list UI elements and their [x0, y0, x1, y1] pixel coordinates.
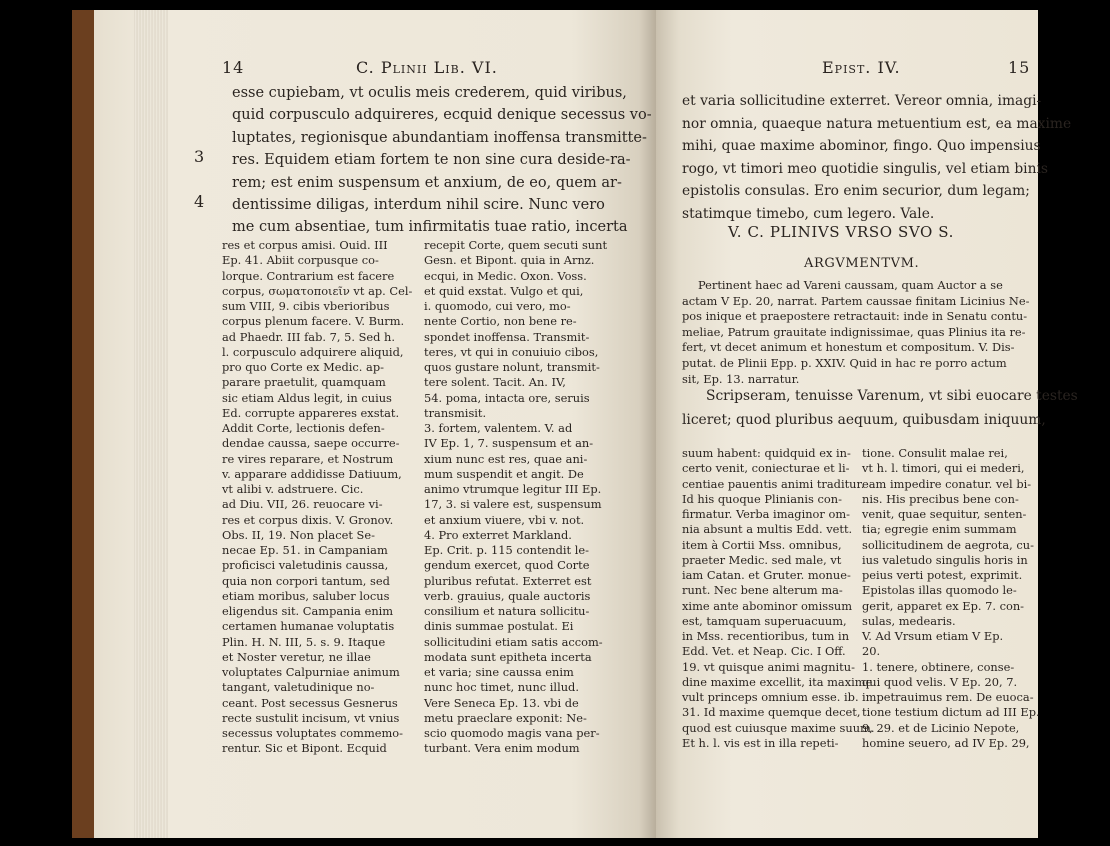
note-line: quia non corpori tantum, sed [222, 573, 390, 588]
note-line: et Noster veretur, ne illae [222, 649, 371, 664]
note-line: et varia; sine caussa enim [424, 665, 574, 679]
text-line: rem; est enim suspensum et anxium, de eo, quem ar- [232, 174, 622, 191]
note-line: et anxium viuere, vbi v. not. [424, 512, 585, 527]
argument-line: meliae, Patrum grauitate indignissimae, quas Plinius ita re- [682, 324, 1026, 339]
note-line: lorque. Contrarium est facere [222, 268, 395, 283]
note-line: dinis summae postulat. Ei [424, 619, 574, 634]
note-line: sollicitudini etiam satis accom- [424, 634, 603, 649]
note-line: item à Cortii Mss. omnibus, [682, 537, 842, 552]
left-page-number: 14 [222, 58, 245, 77]
note-line: turbant. Vera enim modum [424, 741, 580, 756]
argument-line: pos inique et praepostere retractauit: inde in Senatu contu- [682, 309, 1028, 324]
note-line: necae Ep. 51. in Campaniam [222, 543, 388, 557]
note-line: recepit Corte, quem secuti sunt [424, 238, 608, 252]
text-line: epistolis consulas. Ero enim securior, dum legam; [682, 183, 1030, 200]
note-line: verb. grauius, quale auctoris [424, 588, 591, 603]
note-line: ceant. Post secessus Gesnerus [222, 695, 398, 710]
text-line: esse cupiebam, vt oculis meis crederem, quid viribus, [232, 85, 627, 101]
left-page [94, 10, 656, 838]
note-line: certo venit, coniecturae et li- [682, 461, 850, 476]
note-line: runt. Nec bene alterum ma- [682, 583, 843, 598]
note-line: pro quo Corte ex Medic. ap- [222, 360, 384, 374]
right-running-head: Epist. IV. [822, 58, 901, 77]
note-line: Edd. Vet. et Neap. Cic. I Off. [682, 644, 846, 659]
open-book [72, 10, 1078, 838]
left-notes-column-2 [424, 238, 614, 757]
note-line: Gesn. et Bipont. quia in Arnz. [424, 253, 595, 268]
argument-line: fert, vt decet animum et honestum et compositum. V. Dis- [682, 340, 1015, 355]
note-line: Id his quoque Plinianis con- [682, 491, 842, 506]
note-line: rentur. Sic et Bipont. Ecquid [222, 741, 387, 756]
note-line: nia absunt a multis Edd. vett. [682, 522, 853, 537]
note-line: xime ante abominor omissum [682, 598, 853, 613]
note-line: scio quomodo magis vana per- [424, 726, 600, 740]
note-line: etiam moribus, saluber locus [222, 588, 390, 603]
note-line: homine seuero, ad IV Ep. 29, [862, 735, 1030, 750]
note-line: 54. poma, intacta ore, seruis [424, 390, 590, 405]
note-line: ad Diu. VII, 26. reuocare vi- [222, 497, 383, 512]
margin-number: 3 [194, 147, 205, 166]
note-line: v. apparare addidisse Datiuum, [222, 466, 402, 481]
note-line: mum suspendit et angit. De [424, 466, 584, 481]
note-line: impetrauimus rem. De euoca- [862, 690, 1034, 704]
argument-line: actam V Ep. 20, narrat. Partem caussae finitam Licinius Ne- [682, 293, 1030, 308]
right-notes-column-2 [862, 446, 1040, 751]
argument-line: sit, Ep. 13. narratur. [682, 371, 800, 386]
note-line: Addit Corte, lectionis defen- [222, 421, 385, 435]
argument-text [682, 278, 1029, 387]
note-line: transmisit. [424, 405, 487, 420]
note-line: metu praeclare exponit: Ne- [424, 710, 587, 725]
note-line: 31. Id maxime quemque decet, [682, 705, 861, 720]
note-line: certamen humanae voluptatis [222, 619, 395, 634]
note-line: et quid exstat. Vulgo et qui, [424, 283, 584, 298]
note-line: teres, vt qui in conuiuio cibos, [424, 344, 599, 359]
note-line: 4. Pro exterret Markland. [424, 527, 572, 542]
argument-line: putat. de Plinii Epp. p. XXIV. Quid in hac re porro actum [682, 355, 1007, 370]
text-line: Scripseram, tenuisse Varenum, vt sibi euocare testes [706, 388, 1078, 404]
note-line: ius valetudo singulis horis in [862, 552, 1028, 567]
note-line: praeter Medic. sed male, vt [682, 552, 842, 567]
text-line: rogo, vt timori meo quotidie singulis, vel etiam binis [682, 160, 1048, 177]
note-line: Ed. corrupte appareres exstat. [222, 405, 400, 420]
right-main-text [682, 90, 1071, 226]
note-line: 9, 29. et de Licinio Nepote, [862, 720, 1020, 735]
note-line: sollicitudinem de aegrota, cu- [862, 537, 1034, 552]
right-page-number: 15 [1008, 58, 1031, 77]
note-line: vult princeps omnium esse. ib. [682, 690, 859, 704]
note-line: firmatur. Verba imaginor om- [682, 507, 850, 521]
note-line: i. quomodo, cui vero, mo- [424, 299, 571, 313]
note-line: vt alibi v. adstruere. Cic. [222, 482, 364, 496]
text-line: mihi, quae maxime abominor, fingo. Quo impensius [682, 138, 1041, 155]
text-line: quid corpusculo adquireres, ecquid denique secessus vo- [232, 107, 652, 124]
note-line: gerit, apparet ex Ep. 7. con- [862, 598, 1025, 613]
note-line: ecqui, in Medic. Oxon. Voss. [424, 268, 587, 283]
note-line: ad Phaedr. III fab. 7, 5. Sed h. [222, 329, 396, 344]
note-line: gendum exercet, quod Corte [424, 558, 590, 573]
note-line: parare praetulit, quamquam [222, 375, 386, 390]
note-line: centiae pauentis animi traditur. [682, 476, 865, 491]
left-running-head: C. Plinii Lib. VI. [356, 58, 498, 77]
note-line: IV Ep. 1, 7. suspensum et an- [424, 436, 594, 451]
note-line: tere solent. Tacit. An. IV, [424, 375, 566, 390]
letter-heading: V. C. PLINIVS VRSO SVO S. [728, 223, 955, 241]
page-edges [134, 10, 168, 838]
note-line: nente Cortio, non bene re- [424, 314, 577, 329]
argument-line: Pertinent haec ad Vareni caussam, quam Auctor a se [698, 278, 1003, 292]
text-line: luptates, regionisque abundantiam inoffensa transmitte- [232, 129, 647, 146]
note-line: modata sunt epitheta incerta [424, 649, 592, 664]
note-line: secessus voluptates commemo- [222, 726, 404, 740]
note-line: animo vtrumque legitur III Ep. [424, 482, 602, 496]
note-line: venit, quae sequitur, senten- [862, 507, 1027, 521]
note-line: V. Ad Vrsum etiam V Ep. [862, 629, 1004, 643]
text-line: me cum absentiae, tum infirmitatis tuae ratio, incerta [232, 219, 628, 236]
note-line: 1. tenere, obtinere, conse- [862, 659, 1015, 674]
note-line: nunc hoc timet, nunc illud. [424, 680, 579, 695]
note-line: sum VIII, 9. cibis vberioribus [222, 299, 390, 313]
note-line: 3. fortem, valentem. V. ad [424, 421, 573, 435]
note-line: iam Catan. et Gruter. monue- [682, 568, 851, 582]
note-line: suum habent: quidquid ex in- [682, 446, 851, 460]
note-line: Plin. H. N. III, 5. s. 9. Itaque [222, 634, 386, 649]
note-line: vt h. l. timori, qui ei mederi, [862, 461, 1025, 476]
note-line: eligendus sit. Campania enim [222, 604, 394, 618]
right-page [656, 10, 1078, 838]
margin-number: 4 [194, 192, 205, 211]
note-line: tia; egregie enim summam [862, 522, 1017, 537]
note-line: corpus, σωματοποιεῖν vt ap. Cel- [222, 283, 413, 298]
text-line: liceret; quod pluribus aequum, quibusdam iniquum, [682, 412, 1046, 428]
note-line: tione. Consulit malae rei, [862, 446, 1008, 460]
left-main-text [232, 82, 652, 239]
left-notes-column-1 [222, 238, 413, 757]
note-line: Ep. 41. Abiit corpusque co- [222, 253, 379, 268]
note-line: Et h. l. vis est in illa repeti- [682, 735, 839, 750]
note-line: tangant, valetudinique no- [222, 680, 375, 695]
note-line: eam impedire conatur. vel bi- [862, 476, 1032, 491]
note-line: proficisci valetudinis caussa, [222, 558, 389, 573]
note-line: Obs. II, 19. Non placet Se- [222, 527, 375, 542]
note-line: re vires reparare, et Nostrum [222, 451, 394, 466]
note-line: res et corpus dixis. V. Gronov. [222, 512, 394, 527]
text-line: statimque timebo, cum legero. Vale. [682, 205, 935, 222]
text-line: nor omnia, quaeque natura metuentium est, ea maxime [682, 115, 1072, 132]
note-line: 19. vt quisque animi magnitu- [682, 659, 855, 674]
note-line: Epistolas illas quomodo le- [862, 583, 1017, 598]
text-line: res. Equidem etiam fortem te non sine cura deside-ra- [232, 152, 631, 169]
letter-text [682, 384, 1078, 432]
note-line: Ep. Crit. p. 115 contendit le- [424, 543, 589, 557]
note-line: nis. His precibus bene con- [862, 491, 1019, 506]
argument-heading: ARGVMENTVM. [804, 256, 920, 271]
note-line: sic etiam Aldus legit, in cuius [222, 390, 392, 405]
note-line: corpus plenum facere. V. Burm. [222, 314, 405, 329]
text-line: et varia sollicitudine exterret. Vereor omnia, imagi- [682, 93, 1042, 109]
note-line: in Mss. recentioribus, tum in [682, 629, 850, 643]
note-line: spondet inoffensa. Transmit- [424, 329, 590, 344]
note-line: quos gustare nolunt, transmit- [424, 360, 600, 374]
note-line: recte sustulit incisum, vt vnius [222, 710, 400, 725]
note-line: voluptates Calpurniae animum [222, 665, 400, 679]
note-line: qui quod velis. V Ep. 20, 7. [862, 674, 1018, 689]
note-line: xium nunc est res, quae ani- [424, 451, 588, 466]
note-line: quod est cuiusque maxime suum. [682, 720, 875, 735]
note-line: l. corpusculo adquirere aliquid, [222, 344, 404, 359]
note-line: Vere Seneca Ep. 13. vbi de [424, 695, 579, 710]
note-line: consilium et natura sollicitu- [424, 604, 590, 618]
text-line: dentissime diligas, interdum nihil scire. Nunc vero [232, 197, 605, 214]
note-line: dine maxime excellit, ita maxime [682, 674, 873, 689]
note-line: sulas, medearis. [862, 613, 956, 628]
note-line: tione testium dictum ad III Ep. [862, 705, 1040, 720]
note-line: 17, 3. si valere est, suspensum [424, 497, 602, 512]
note-line: 20. [862, 644, 881, 659]
note-line: dendae caussa, saepe occurre- [222, 436, 400, 451]
note-line: est, tamquam superuacuum, [682, 613, 847, 628]
note-line: peius verti potest, exprimit. [862, 568, 1023, 582]
note-line: pluribus refutat. Exterret est [424, 573, 592, 588]
note-line: res et corpus amisi. Ouid. III [222, 238, 388, 252]
